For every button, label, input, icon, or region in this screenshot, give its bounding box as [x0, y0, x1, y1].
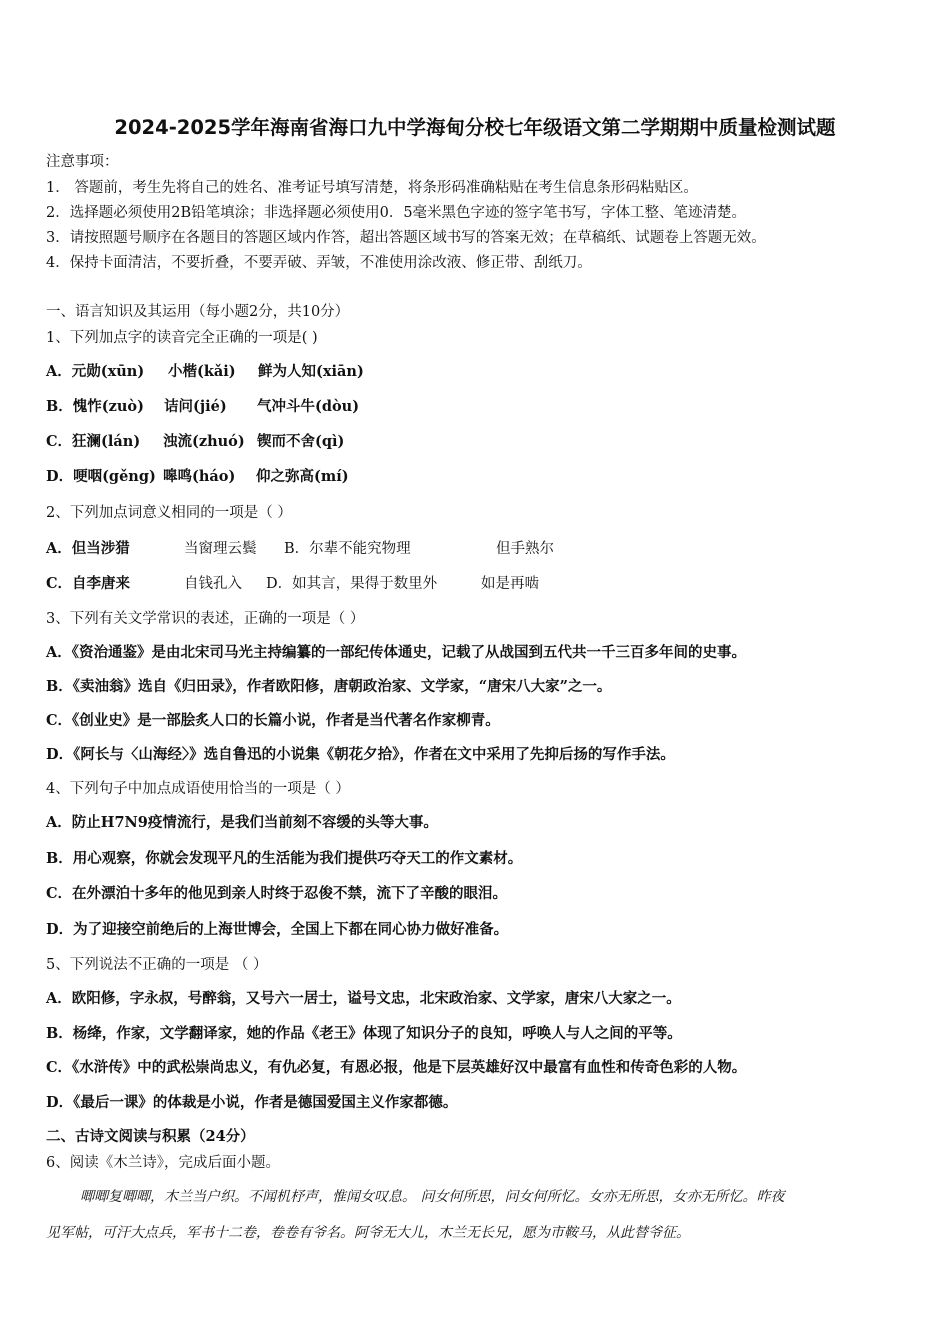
poem-line-2: 见军帖，可汗大点兵，军书十二卷，卷卷有爷名。阿爷无大儿，木兰无长兄，愿为市鞍马，从此替爷征。 — [46, 1225, 690, 1241]
question-1-option-c — [46, 432, 344, 452]
question-2-stem: 2、下列加点词意义相同的一项是（ ） — [46, 505, 292, 521]
question-1-option-a — [46, 362, 364, 382]
section-2-heading: 二、古诗文阅读与积累（24分） — [46, 1128, 255, 1145]
question-5-option-c: C．《水浒传》中的武松崇尚忠义，有仇必复，有恩必报，他是下层英雄好汉中最富有血性和传奇色彩的人物。 — [46, 1059, 747, 1076]
option-part: 气冲斗牛(dòu) — [257, 398, 360, 415]
question-2-options-ab — [46, 539, 554, 559]
question-3-stem: 3、下列有关文学常识的表述，正确的一项是（ ） — [46, 611, 365, 627]
option-part: D．如其言，果得于数里外 — [266, 576, 438, 592]
option-part: 锲而不舍(qì) — [257, 433, 345, 450]
question-2-options-cd — [46, 574, 539, 594]
option-part: B．愧怍(zuò) — [46, 398, 144, 415]
question-4-option-a: A．防止H7N9疫情流行，是我们当前刻不容缓的头等大事。 — [46, 814, 438, 831]
question-3-option-a: A．《资治通鉴》是由北宋司马光主持编纂的一部纪传体通史，记载了从战国到五代共一千三百多年间的史事。 — [46, 644, 746, 661]
question-4-option-c: C．在外漂泊十多年的他见到亲人时终于忍俊不禁，流下了辛酸的眼泪。 — [46, 885, 508, 902]
option-part: C．狂澜(lán) — [46, 433, 141, 450]
question-5-option-a: A．欧阳修，字永叔，号醉翁，又号六一居士，谥号文忠，北宋政治家、文学家，唐宋八大家之一。 — [46, 990, 681, 1007]
option-part: 诘问(jié) — [164, 398, 227, 415]
notice-item-2: 2．选择题必须使用2B铅笔填涂；非选择题必须使用0．5毫米黑色字迹的签字笔书写，字体工整、笔迹清楚。 — [46, 205, 747, 221]
question-5-option-d: D．《最后一课》的体裁是小说，作者是德国爱国主义作家都德。 — [46, 1094, 458, 1111]
question-3-option-d: D．《阿长与〈山海经〉》选自鲁迅的小说集《朝花夕拾》，作者在文中采用了先抑后扬的写作手法。 — [46, 746, 675, 763]
option-part: 浊流(zhuó) — [163, 433, 245, 450]
notice-heading: 注意事项： — [46, 154, 119, 170]
option-part: C．自李唐来 — [46, 575, 131, 592]
option-part: B．尔辈不能究物理 — [284, 541, 411, 557]
option-part: 如是再啮 — [481, 576, 539, 592]
option-part: A．但当涉猎 — [46, 540, 130, 557]
question-3-option-c: C．《创业史》是一部脍炙人口的长篇小说，作者是当代著名作家柳青。 — [46, 712, 500, 729]
option-part: 仰之弥高(mí) — [256, 468, 349, 485]
question-4-option-b: B．用心观察，你就会发现平凡的生活能为我们提供巧夺天工的作文素材。 — [46, 850, 523, 867]
question-4-stem: 4、下列句子中加点成语使用恰当的一项是（ ） — [46, 781, 350, 797]
option-part: 鲜为人知(xiān) — [258, 363, 364, 380]
option-part: 嗥鸣(háo) — [163, 468, 236, 485]
poem-line-1: 唧唧复唧唧，木兰当户织。不闻机杼声，惟闻女叹息。 问女何所思，问女何所忆。女亦无所思，女亦无所忆。昨夜 — [80, 1189, 785, 1205]
question-3-option-b: B．《卖油翁》选自《归田录》，作者欧阳修，唐朝政治家、文学家，“唐宋八大家”之一。 — [46, 678, 612, 695]
option-part: 当窗理云鬓 — [184, 541, 257, 557]
notice-item-4: 4．保持卡面清洁，不要折叠，不要弄破、弄皱，不准使用涂改液、修正带、刮纸刀。 — [46, 255, 592, 271]
option-part: 但手熟尔 — [496, 541, 554, 557]
notice-item-3: 3．请按照题号顺序在各题目的答题区域内作答，超出答题区域书写的答案无效；在草稿纸、试题卷上答题无效。 — [46, 230, 766, 246]
option-part: 小楷(kǎi) — [168, 363, 236, 380]
section-1-heading: 一、语言知识及其运用（每小题2分，共10分） — [46, 304, 350, 320]
question-1-option-d — [46, 467, 349, 487]
question-5-option-b: B．杨绛，作家，文学翻译家，她的作品《老王》体现了知识分子的良知，呼唤人与人之间的平等。 — [46, 1025, 682, 1042]
option-part: D．哽咽(gěng) — [46, 468, 156, 485]
question-6-stem: 6、阅读《木兰诗》，完成后面小题。 — [46, 1155, 280, 1171]
option-part: A．元勋(xūn) — [46, 363, 145, 380]
notice-item-1: 1． 答题前，考生先将自己的姓名、准考证号填写清楚，将条形码准确粘贴在考生信息条形码粘贴区。 — [46, 180, 698, 196]
question-4-option-d: D．为了迎接空前绝后的上海世博会，全国上下都在同心协力做好准备。 — [46, 921, 509, 938]
option-part: 自钱孔入 — [184, 576, 242, 592]
question-1-stem: 1、下列加点字的读音完全正确的一项是( ) — [46, 330, 318, 346]
question-1-option-b — [46, 397, 359, 417]
question-5-stem: 5、下列说法不正确的一项是 （ ） — [46, 957, 268, 973]
page-title: 2024-2025学年海南省海口九中学海甸分校七年级语文第二学期期中质量检测试题 — [114, 116, 836, 139]
